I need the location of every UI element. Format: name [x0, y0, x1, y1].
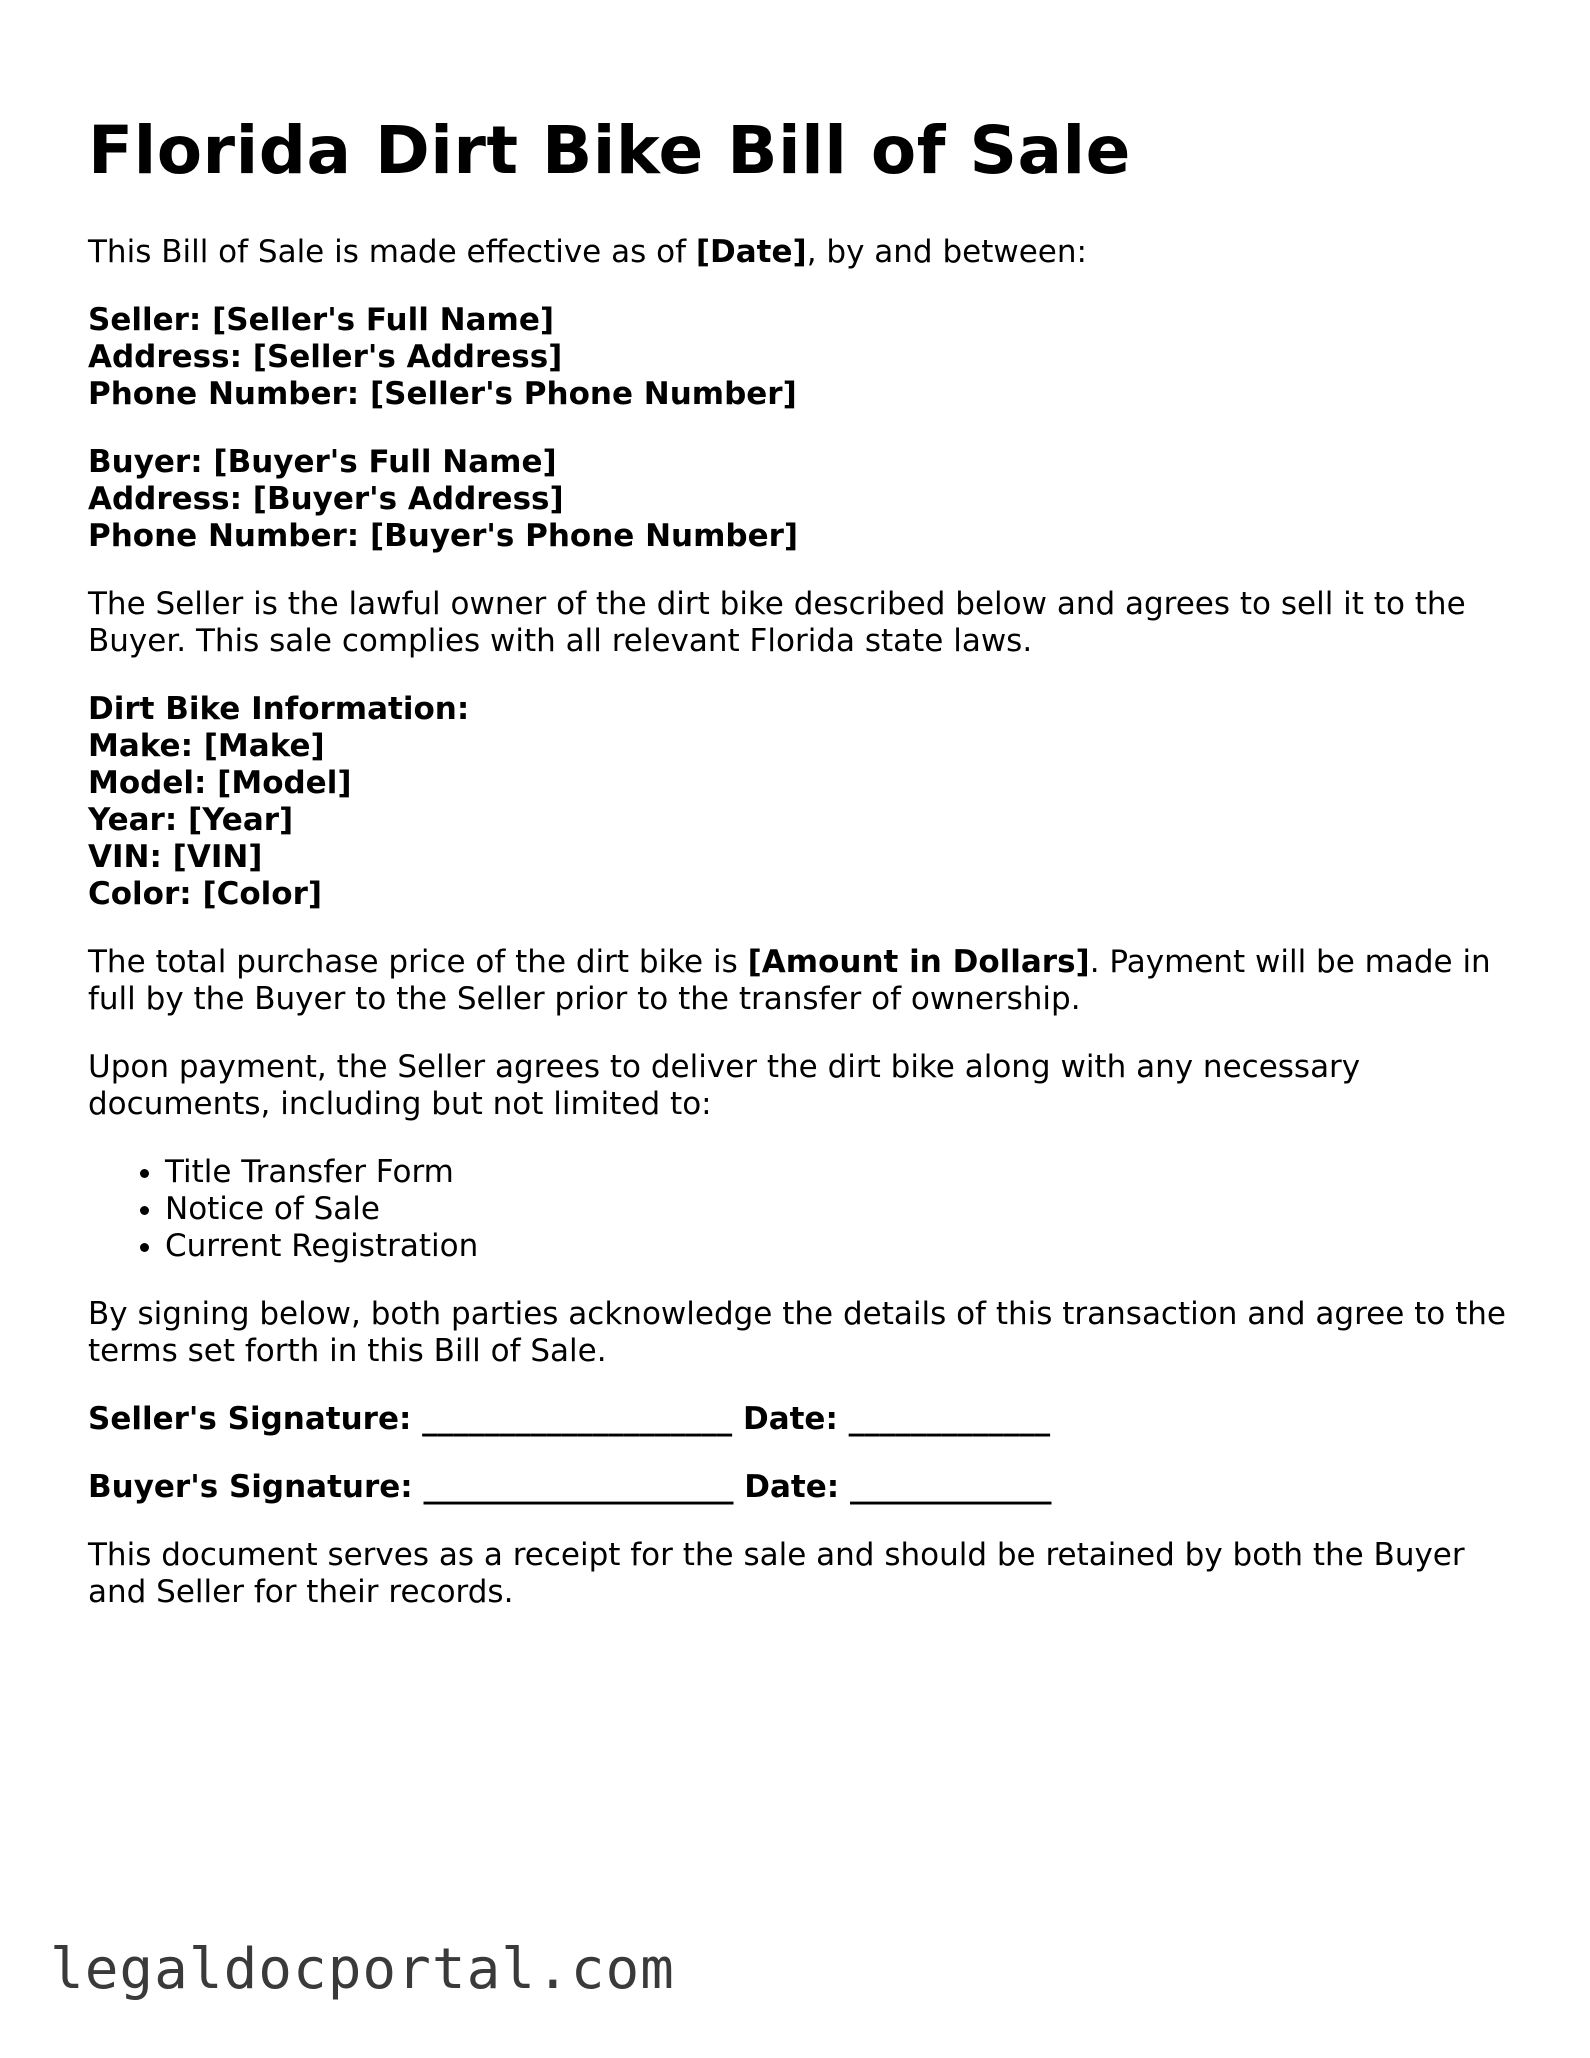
price-amount-placeholder: [Amount in Dollars]	[747, 944, 1090, 980]
ownership-paragraph: The Seller is the lawful owner of the dirt bike described below and agrees to sell it to the Buyer. This sale complies with all relevant Florida state laws.	[88, 586, 1466, 659]
intro-text-end: , by and between:	[806, 234, 1087, 270]
bike-make: Make: [Make]	[88, 728, 325, 764]
acknowledgement-paragraph: By signing below, both parties acknowledge the details of this transaction and agree to the terms set forth in this Bill of Sale.	[88, 1296, 1506, 1369]
bike-model: Model: [Model]	[88, 765, 352, 801]
seller-info	[88, 302, 1508, 413]
effective-date-placeholder: [Date]	[695, 234, 807, 270]
bike-info	[88, 691, 1508, 913]
price-text-end: . Payment will be made in full by the Buyer to the Seller prior to the transfer of ownership.	[88, 944, 1491, 1017]
list-item: • Title Transfer Form	[165, 1154, 1508, 1191]
buyer-info	[88, 444, 1508, 555]
list-item: • Current Registration	[165, 1228, 1508, 1265]
bike-color: Color: [Color]	[88, 876, 323, 912]
delivery-paragraph: Upon payment, the Seller agrees to deliver the dirt bike along with any necessary documents, including but not limited to:	[88, 1049, 1361, 1122]
list-item: • Notice of Sale	[165, 1191, 1508, 1228]
document-page	[88, 108, 1508, 1642]
buyer-name: Buyer: [Buyer's Full Name]	[88, 444, 557, 480]
seller-signature-line[interactable]: Seller's Signature: ____________________ Date: _____________	[88, 1401, 1051, 1437]
intro-text: This Bill of Sale is made effective as of	[88, 234, 696, 270]
document-title: Florida Dirt Bike Bill of Sale	[88, 112, 1131, 189]
price-paragraph	[88, 944, 1508, 1018]
buyer-signature-line[interactable]: Buyer's Signature: ____________________ Date: _____________	[88, 1469, 1052, 1505]
documents-list	[88, 1154, 1508, 1265]
seller-address: Address: [Seller's Address]	[88, 339, 563, 375]
closing-paragraph: This document serves as a receipt for the sale and should be retained by both the Buyer and Seller for their records.	[88, 1537, 1465, 1610]
site-watermark: legaldocportal.com	[50, 1937, 675, 2002]
bike-year: Year: [Year]	[88, 802, 294, 838]
buyer-address: Address: [Buyer's Address]	[88, 481, 564, 517]
intro-paragraph	[88, 234, 1508, 271]
bike-vin: VIN: [VIN]	[88, 839, 263, 875]
bike-info-heading: Dirt Bike Information:	[88, 691, 470, 727]
seller-phone: Phone Number: [Seller's Phone Number]	[88, 376, 797, 412]
price-text: The total purchase price of the dirt bike is	[88, 944, 748, 980]
buyer-phone: Phone Number: [Buyer's Phone Number]	[88, 518, 799, 554]
seller-name: Seller: [Seller's Full Name]	[88, 302, 555, 338]
